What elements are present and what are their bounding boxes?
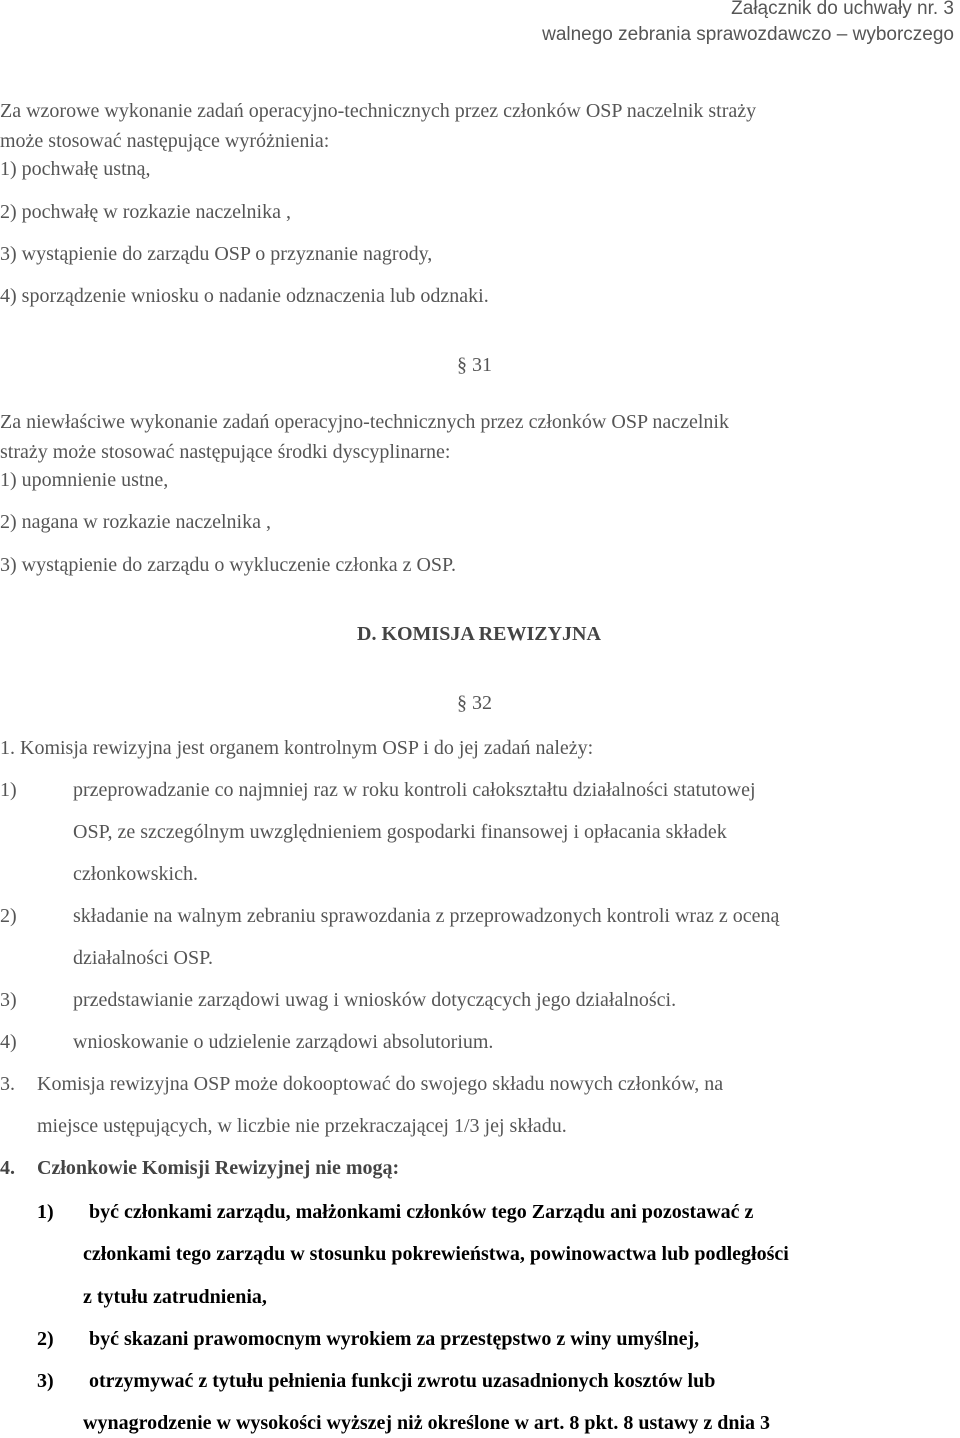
sub-item-1-line-2: OSP, ze szczególnym uwzględnieniem gospodarki finansowej i opłacania składek — [73, 821, 727, 843]
restriction-1-line-1: być członkami zarządu, małżonkami członków tego Zarządu ani pozostawać z — [89, 1201, 754, 1223]
attachment-header-line2: walnego zebrania sprawozdawczo – wyborczego — [542, 24, 954, 45]
restriction-3-line-2: wynagrodzenie w wysokości wyższej niż określone w art. 8 pkt. 8 ustawy z dnia 3 — [83, 1412, 771, 1434]
section-32-paragraph-1: 1. Komisja rewizyjna jest organem kontrolnym OSP i do jej zadań należy: — [0, 737, 594, 759]
sub-item-1-number: 1) — [0, 779, 17, 801]
restriction-1-line-2: członkami tego zarządu w stosunku pokrewieństwa, powinowactwa lub podległości — [83, 1243, 789, 1265]
restriction-2-number: 2) — [37, 1328, 54, 1350]
sub-item-2-number: 2) — [0, 905, 17, 927]
attachment-header-line1: Załącznik do uchwały nr. 3 — [731, 0, 954, 19]
restriction-2-line-1: być skazani prawomocnym wyrokiem za przestępstwo z winy umyślnej, — [89, 1328, 700, 1350]
section-31-line-2: straży może stosować następujące środki dyscyplinarne: — [0, 441, 451, 463]
paragraph-3-line-1: Komisja rewizyjna OSP może dokooptować do swojego składu nowych członków, na — [37, 1073, 724, 1095]
sub-item-3-number: 3) — [0, 989, 17, 1011]
restriction-1-number: 1) — [37, 1201, 54, 1223]
intro-line-2: może stosować następujące wyróżnienia: — [0, 130, 330, 152]
paragraph-3-line-2: miejsce ustępujących, w liczbie nie przekraczającej 1/3 jej składu. — [37, 1115, 567, 1137]
sub-item-2-line-1: składanie na walnym zebraniu sprawozdania z przeprowadzonych kontroli wraz z oceną — [73, 905, 780, 927]
section-31-line-1: Za niewłaściwe wykonanie zadań operacyjno-technicznych przez członków OSP naczelnik — [0, 411, 729, 433]
intro-item-3: 3) wystąpienie do zarządu OSP o przyznanie nagrody, — [0, 243, 433, 265]
intro-item-1: 1) pochwałę ustną, — [0, 158, 151, 180]
sub-item-4-line-1: wnioskowanie o udzielenie zarządowi absolutorium. — [73, 1031, 494, 1053]
chapter-d-title: D. KOMISJA REWIZYJNA — [357, 623, 601, 645]
section-31-mark: § 31 — [457, 354, 492, 376]
intro-item-2: 2) pochwałę w rozkazie naczelnika , — [0, 201, 291, 223]
sub-item-1-line-1: przeprowadzanie co najmniej raz w roku kontroli całokształtu działalności statutowej — [73, 779, 756, 801]
paragraph-3-number: 3. — [0, 1073, 15, 1095]
sub-item-3-line-1: przedstawianie zarządowi uwag i wniosków dotyczących jego działalności. — [73, 989, 677, 1011]
section-31-item-2: 2) nagana w rozkazie naczelnika , — [0, 511, 271, 533]
sub-item-1-line-3: członkowskich. — [73, 863, 198, 885]
restriction-1-line-3: z tytułu zatrudnienia, — [83, 1286, 267, 1308]
restriction-3-number: 3) — [37, 1370, 54, 1392]
paragraph-4-title: Członkowie Komisji Rewizyjnej nie mogą: — [37, 1157, 400, 1179]
intro-line-1: Za wzorowe wykonanie zadań operacyjno-technicznych przez członków OSP naczelnik straży — [0, 100, 757, 122]
section-31-item-1: 1) upomnienie ustne, — [0, 469, 169, 491]
section-31-item-3: 3) wystąpienie do zarządu o wykluczenie członka z OSP. — [0, 554, 456, 576]
section-32-mark: § 32 — [457, 692, 492, 714]
paragraph-4-number: 4. — [0, 1157, 15, 1179]
sub-item-2-line-2: działalności OSP. — [73, 947, 213, 969]
intro-item-4: 4) sporządzenie wniosku o nadanie odznaczenia lub odznaki. — [0, 285, 489, 307]
sub-item-4-number: 4) — [0, 1031, 17, 1053]
restriction-3-line-1: otrzymywać z tytułu pełnienia funkcji zwrotu uzasadnionych kosztów lub — [89, 1370, 716, 1392]
